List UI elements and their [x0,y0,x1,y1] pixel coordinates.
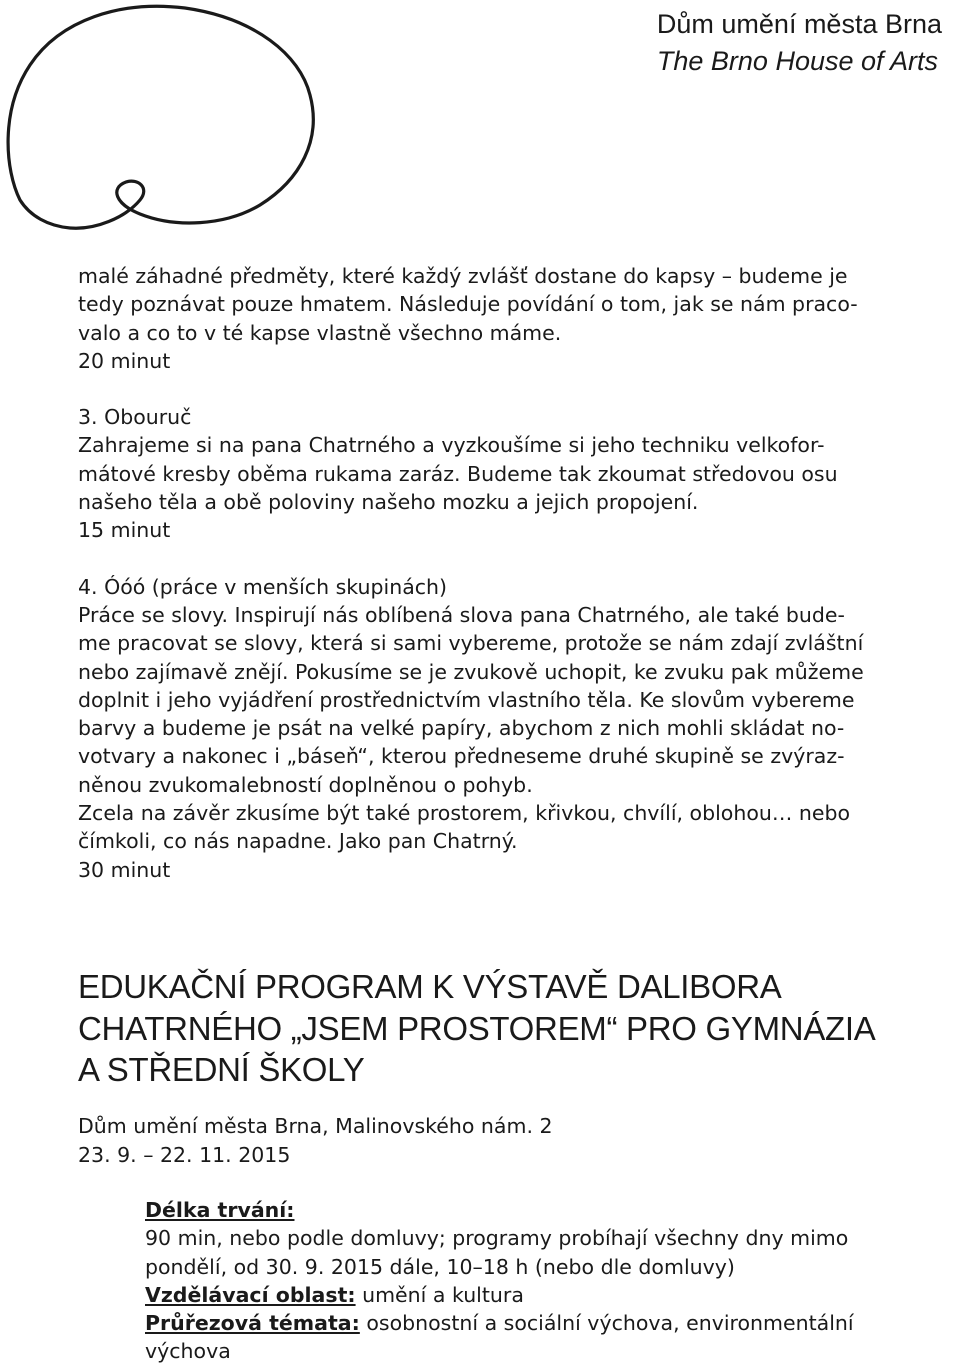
heading-line: CHATRNÉHO „JSEM PROSTOREM“ PRO GYMNÁZIA [78,1009,876,1047]
text-line: malé záhadné předměty, které každý zvlášť dostane do kapsy – budeme je [78,264,848,288]
activity-3 [78,403,898,544]
activity-duration: 15 minut [78,518,171,543]
topics-label: Průřezová témata: [145,1311,360,1336]
topics-value: osobnostní a sociální výchova, environmentální [359,1311,854,1336]
logo-loop [0,0,340,240]
text-line: me pracovat se slovy, která si sami vybereme, protože se nám zdají zvláštní [78,631,864,656]
duration-value-line2: pondělí, od 30. 9. 2015 dále, 10–18 h (nebo dle domluvy) [145,1254,735,1279]
program-dates: 23. 9. – 22. 11. 2015 [78,1142,291,1167]
activity-duration: 30 minut [78,857,171,882]
topics-value-line2: výchova [145,1339,231,1364]
brand-title-en: The Brno House of Arts [656,46,939,76]
heading-line: A STŘEDNÍ ŠKOLY [78,1051,365,1088]
text-line: tedy poznávat pouze hmatem. Následuje povídání o tom, jak se nám praco- [78,292,858,317]
text-line: barvy a budeme je psát na velké papíry, abychom z nich mohli skládat no- [78,716,845,741]
text-line: něnou zvukomalebností doplněnou o pohyb. [78,772,533,797]
text-line: nebo zajímavě znějí. Pokusíme se je zvukově uchopit, ke zvuku pak můžeme [78,659,864,684]
activity-title: 3. Obouruč [78,405,192,430]
text-line: doplnit i jeho vyjádření prostřednictvím vlastního těla. Ke slovům vybereme [78,687,855,712]
heading-line: EDUKAČNÍ PROGRAM K VÝSTAVĚ DALIBORA [78,968,782,1005]
text-line: mátové kresby oběma rukama zaráz. Budeme tak zkoumat středovou osu [78,461,838,486]
activity-title: 4. Óóó (práce v menších skupinách) [78,574,448,599]
activity-2 [78,262,898,375]
area-label: Vzdělávací oblast: [145,1282,356,1307]
duration-label-line [145,1196,905,1224]
venue-address: Dům umění města Brna, Malinovského nám. 2 [78,1114,553,1138]
text-line: našeho těla a obě poloviny našeho mozku a jejich propojení. [78,490,699,515]
text-line: votvary a nakonec i „báseň“, kterou předneseme druhé skupině se zvýraz- [78,744,845,769]
brand-header [657,6,942,80]
text-line: Zcela na závěr zkusíme být také prostorem, křivkou, chvílí, oblohou… nebo [78,801,851,826]
program-heading [78,966,938,1091]
activities-text [78,262,898,884]
area-value: umění a kultura [355,1282,524,1307]
text-line: Zahrajeme si na pana Chatrného a vyzkoušíme si jeho techniku velkofor- [78,433,825,458]
activity-4 [78,573,898,884]
text-line: čímkoli, co nás napadne. Jako pan Chatrný. [78,829,518,854]
duration-label: Délka trvání: [145,1198,295,1222]
topics-line [145,1309,905,1337]
text-line: valo a co to v té kapse vlastně všechno máme. [78,320,562,345]
program-venue [78,1112,553,1169]
area-line [145,1281,905,1309]
text-line: Práce se slovy. Inspirují nás oblíbená slova pana Chatrného, ale také bude- [78,602,845,627]
activity-duration: 20 minut [78,348,171,373]
brand-title-cz: Dům umění města Brna [656,9,942,39]
program-details [145,1196,905,1366]
duration-value-line1: 90 min, nebo podle domluvy; programy probíhají všechny dny mimo [145,1226,849,1251]
